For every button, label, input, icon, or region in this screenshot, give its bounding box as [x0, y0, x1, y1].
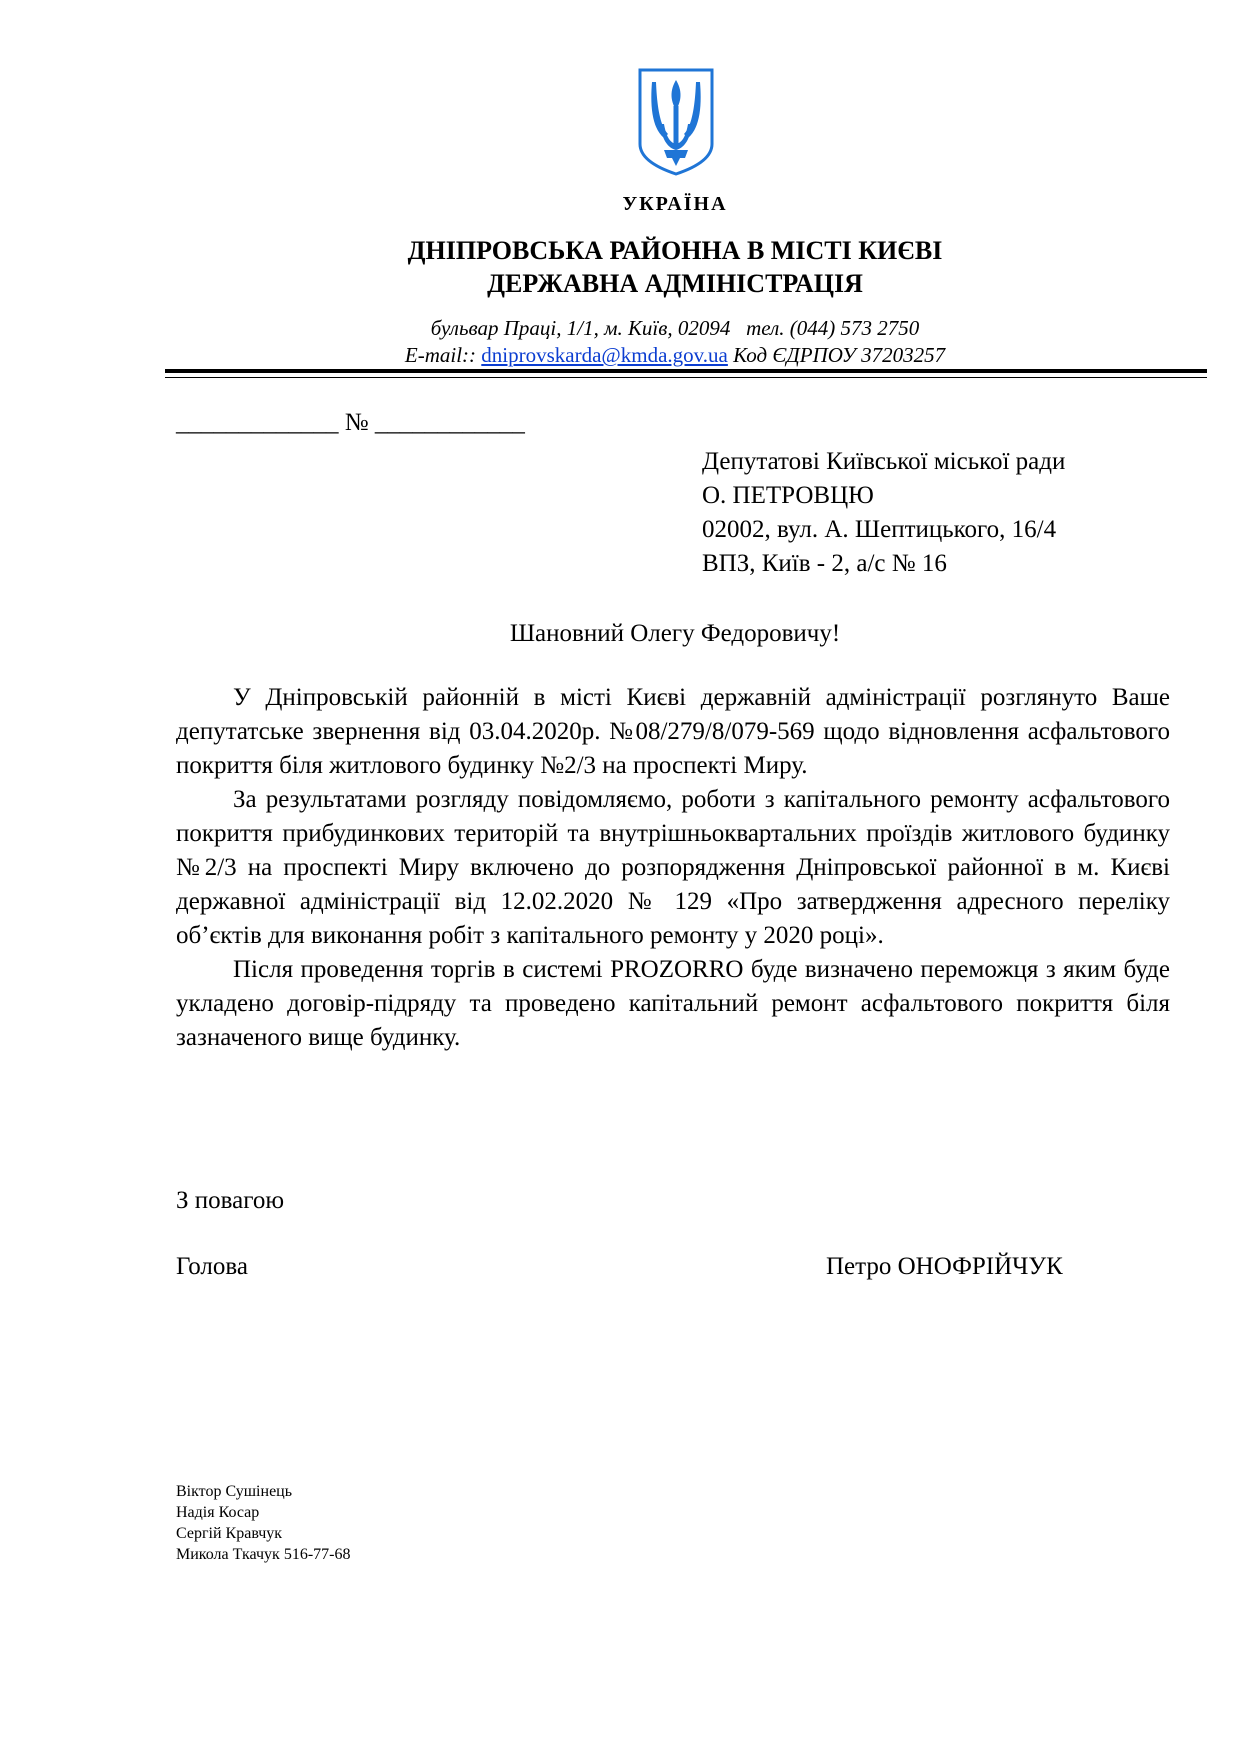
- postal-address: бульвар Праці, 1/1, м. Київ, 02094 тел. (044) 573 2750: [430, 316, 920, 340]
- body-paragraph: У Дніпровській районній в місті Києві державній адміністрації розглянуто Ваше депутатське звернення від 03.04.2020р. №08/279/8/079-569 щодо відновлення асфальтового покриття біля житлового будинку №2/3 на проспекті Миру.: [176, 684, 1170, 779]
- executor-item: Микола Ткачук 516-77-68: [176, 1546, 351, 1563]
- body-paragraph: Після проведення торгів в системі PROZORRO буде визначено переможця з яким буде укладено договір-підряду та проведено капітальний ремонт асфальтового покриття біля зазначеного вище будинку.: [176, 956, 1170, 1051]
- executor-item: Надія Косар: [176, 1504, 260, 1521]
- recipient-line4: ВПЗ, Київ - 2, а/с № 16: [702, 550, 947, 577]
- organization-name: [0, 234, 1241, 300]
- signatory-title: Голова: [176, 1253, 248, 1280]
- email-label: E-mail::: [404, 343, 477, 367]
- recipient-block: [702, 445, 1065, 581]
- executor-item: Віктор Сушінець: [176, 1483, 293, 1500]
- organization-name-line1: ДНІПРОВСЬКА РАЙОННА В МІСТІ КИЄВІ: [407, 236, 943, 265]
- signatory-name: Петро ОНОФРІЙЧУК: [826, 1253, 1063, 1280]
- recipient-line3: 02002, вул. А. Шептицького, 16/4: [702, 516, 1057, 543]
- recipient-line1: Депутатові Київської міської ради: [702, 448, 1066, 475]
- closing: З повагою: [176, 1187, 285, 1214]
- outgoing-number-field: _____________ № ____________: [176, 409, 525, 436]
- organization-name-line2: ДЕРЖАВНА АДМІНІСТРАЦІЯ: [487, 269, 863, 298]
- edrpou-code: Код ЄДРПОУ 37203257: [733, 343, 946, 367]
- email-edrpou-line: [0, 342, 1241, 369]
- salutation: Шановний Олегу Федоровичу!: [509, 620, 841, 647]
- email-link[interactable]: dniprovskarda@kmda.gov.ua: [481, 343, 728, 367]
- header-divider-thick: [165, 369, 1207, 373]
- recipient-line2: О. ПЕТРОВЦЮ: [702, 482, 874, 509]
- body-paragraph: За результатами розгляду повідомляємо, роботи з капітального ремонту асфальтового покриття прибудинкових територій та внутрішньоквартальних проїздів житлового будинку №2/3 на проспекті Миру включено до розпорядження Дніпровської районної в м. Києві державної адміністрації від 12.02.2020 № 129 «Про затвердження адресного переліку об’єктів для виконання робіт з капітального ремонту у 2020 році».: [176, 786, 1170, 949]
- executors-list: [176, 1481, 350, 1565]
- country-name: УКРАЇНА: [622, 193, 728, 215]
- executor-item: Сергій Кравчук: [176, 1525, 283, 1542]
- header-divider-thin: [165, 377, 1207, 378]
- trident-coat-of-arms-icon: [636, 66, 716, 178]
- letter-body: [176, 681, 1170, 1055]
- contact-block: [0, 315, 1241, 369]
